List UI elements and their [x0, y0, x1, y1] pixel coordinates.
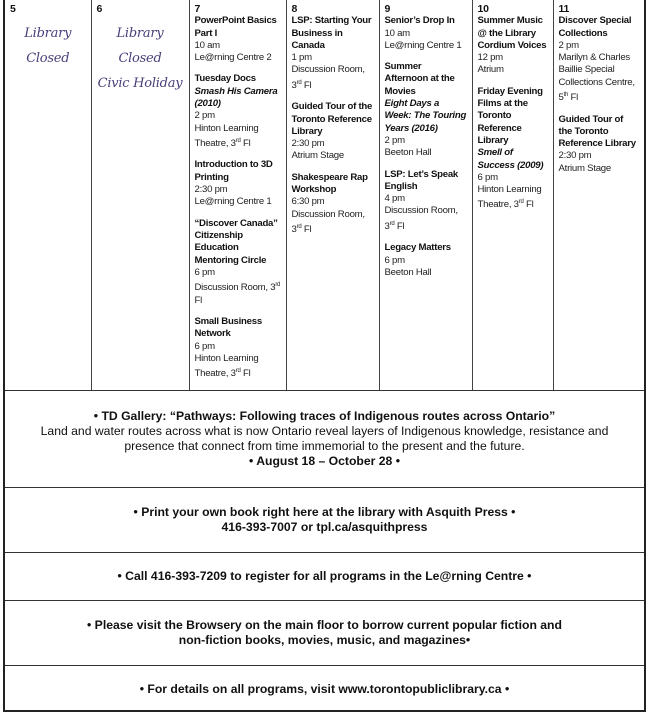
event-location: Discussion Room, 3rd Fl — [384, 205, 458, 232]
notice-band — [5, 600, 644, 665]
event-title: Shakespeare Rap Workshop — [291, 171, 368, 196]
event-item[interactable] — [195, 15, 281, 64]
notice-line: • Call 416-393-7209 to register for all programs in the Le@rning Centre • — [117, 569, 532, 583]
event-item[interactable] — [385, 242, 467, 279]
event-title: Legacy Matters — [384, 242, 451, 254]
library-closed-notice — [10, 21, 86, 71]
event-title: Senior’s Drop In — [384, 15, 455, 27]
event-item[interactable] — [385, 61, 467, 159]
event-title: Summer Music @ the Library Cordium Voices — [477, 15, 547, 51]
notice-line: • Please visit the Browsery on the main floor to borrow current popular fiction and non-fiction books, movies, music, and magazines• — [87, 618, 562, 647]
event-time: 2:30 pm — [194, 184, 228, 196]
event-location: Le@rning Centre 1 — [194, 196, 272, 208]
event-time: 2 pm — [194, 110, 215, 122]
event-item[interactable] — [385, 169, 467, 234]
event-location: Le@rning Centre 1 — [384, 39, 462, 51]
event-item[interactable] — [292, 15, 374, 92]
day-cell — [286, 0, 379, 390]
notice-line: • For details on all programs, visit www.torontopubliclibrary.ca • — [139, 681, 510, 696]
day-cell — [5, 0, 91, 390]
closed-text: Library — [116, 26, 164, 42]
notice-line: • Print your own book right here at the library with Asquith Press • — [133, 505, 516, 519]
event-time: 2 pm — [384, 134, 405, 146]
event-location: Atrium Stage — [558, 162, 611, 174]
event-title: LSP: Starting Your Business in Canada — [291, 15, 372, 51]
event-title: Tuesday Docs — [194, 73, 256, 85]
event-item[interactable] — [478, 86, 548, 212]
event-title: Introduction to 3D Printing — [194, 159, 273, 183]
notice-line: Land and water routes across what is now Ontario reveal layers of Indigenous knowledge, resistance and presence that connect from time immemorial to the present and the future. — [40, 424, 609, 453]
event-location: Beeton Hall — [384, 147, 432, 159]
event-time: 12 pm — [477, 52, 503, 64]
event-item[interactable] — [195, 159, 281, 208]
event-location: Discussion Room, 3rd Fl — [194, 282, 281, 306]
event-location: Atrium Stage — [291, 150, 344, 162]
day-number: 9 — [384, 3, 391, 15]
event-location: Hinton Learning Theatre, 3rd Fl — [194, 122, 259, 150]
event-title: Discover Special Collections — [558, 15, 632, 39]
day-cell — [472, 0, 553, 390]
event-item[interactable] — [559, 114, 640, 175]
day-number: 8 — [291, 3, 298, 15]
event-location: Discussion Room, 3rd Fl — [291, 208, 365, 236]
event-location: Hinton Learning Theatre, 3rd Fl — [194, 352, 259, 380]
notice-band — [5, 552, 644, 600]
event-item[interactable] — [559, 15, 640, 104]
library-closed-notice — [97, 21, 184, 96]
notice-band — [5, 487, 644, 552]
event-location: Le@rning Centre 2 — [194, 52, 272, 64]
day-number: 6 — [96, 3, 103, 15]
event-subtitle: Smash His Camera (2010) — [194, 85, 278, 110]
event-time: 6 pm — [194, 340, 215, 352]
event-title: Guided Tour of the Toronto Reference Library — [558, 113, 636, 150]
event-title: Friday Evening Films at the Toronto Reference Library — [477, 85, 543, 146]
closed-text: Library — [24, 26, 72, 42]
event-title: Guided Tour of the Toronto Reference Library — [291, 101, 373, 137]
day-cell — [189, 0, 286, 390]
event-time: 2 pm — [558, 39, 579, 51]
day-number: 11 — [558, 3, 570, 15]
calendar-week — [5, 0, 644, 390]
event-time: 10 am — [194, 39, 220, 51]
event-time: 6 pm — [194, 266, 215, 278]
notice-line: 416-393-7007 or tpl.ca/asquithpress — [221, 520, 428, 534]
event-time: 2:30 pm — [558, 150, 592, 162]
event-item[interactable] — [195, 218, 281, 307]
event-time: 6:30 pm — [291, 196, 325, 208]
event-time: 2:30 pm — [291, 138, 325, 150]
event-subtitle: Eight Days a Week: The Touring Years (2016) — [384, 98, 467, 134]
day-number: 5 — [10, 3, 16, 15]
event-title: “Discover Canada” Citizenship Education Mentoring Circle — [194, 217, 278, 266]
event-item[interactable] — [195, 316, 281, 381]
event-title: PowerPoint Basics Part I — [194, 15, 277, 39]
event-time: 10 am — [384, 27, 410, 39]
event-time: 6 pm — [477, 171, 498, 183]
event-title: Summer Afternoon at the Movies — [384, 61, 455, 97]
notice-line: • TD Gallery: “Pathways: Following traces of Indigenous routes across Ontario” — [93, 409, 556, 423]
day-cell — [379, 0, 472, 390]
event-time: 4 pm — [384, 193, 405, 205]
notice-band — [5, 390, 644, 487]
notice-line: • August 18 – October 28 • — [249, 454, 400, 468]
closed-text: Closed — [26, 51, 70, 67]
event-location: Beeton Hall — [384, 266, 432, 278]
event-time: 1 pm — [291, 52, 312, 64]
event-item[interactable] — [292, 172, 374, 237]
closed-text: Civic Holiday — [97, 76, 183, 92]
event-item[interactable] — [195, 73, 281, 150]
day-number: 10 — [477, 3, 489, 15]
event-item[interactable] — [292, 101, 374, 162]
event-location: Atrium — [477, 64, 504, 76]
day-cell — [91, 0, 189, 390]
event-location: Discussion Room, 3rd Fl — [291, 64, 365, 91]
event-title: Small Business Network — [194, 315, 262, 340]
event-subtitle: Smell of Success (2009) — [477, 147, 544, 171]
closed-text: Closed — [118, 51, 162, 67]
event-location: Marilyn & Charles Baillie Special Collections Centre, 5th Fl — [558, 52, 635, 104]
calendar-page — [3, 0, 646, 712]
notice-band — [5, 665, 644, 712]
day-cell — [553, 0, 644, 390]
day-number: 7 — [194, 3, 201, 15]
event-time: 6 pm — [384, 254, 405, 266]
event-item[interactable] — [478, 15, 548, 76]
event-item[interactable] — [385, 15, 467, 52]
event-title: LSP: Let’s Speak English — [384, 168, 458, 192]
event-location: Hinton Learning Theatre, 3rd Fl — [477, 184, 542, 211]
